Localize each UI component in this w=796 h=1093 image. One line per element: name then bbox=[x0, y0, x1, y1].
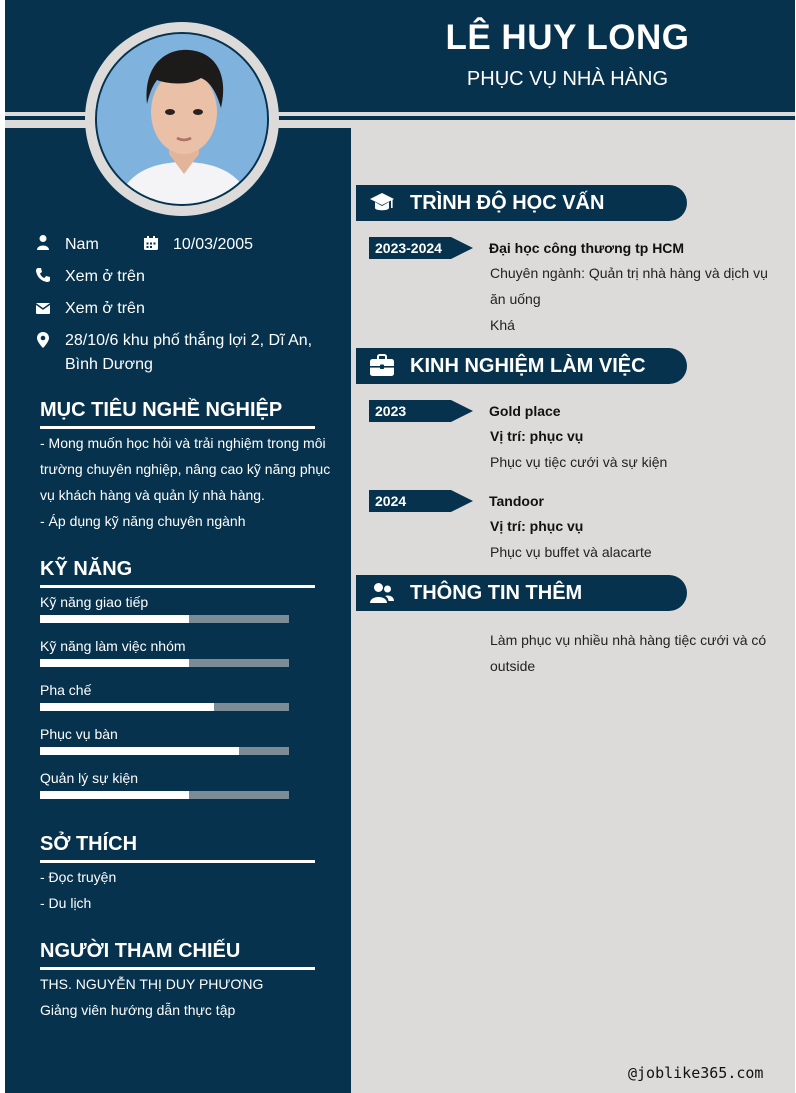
additional-text bbox=[490, 627, 780, 679]
skill-fill bbox=[40, 659, 189, 667]
education-major: Chuyên ngành: Quản trị nhà hàng và dịch vụ bbox=[490, 265, 768, 281]
briefcase-icon bbox=[369, 353, 395, 379]
skill-fill bbox=[40, 747, 239, 755]
education-header bbox=[356, 185, 687, 221]
experience-header bbox=[356, 348, 687, 384]
experience-title: KINH NGHIỆM LÀM VIỆC bbox=[410, 355, 646, 377]
skill-label: Kỹ năng làm việc nhóm bbox=[40, 638, 186, 654]
skill-label: Quản lý sự kiện bbox=[40, 770, 139, 786]
year-arrow bbox=[451, 237, 473, 259]
birthdate-value: 10/03/2005 bbox=[173, 236, 254, 253]
skill-bar bbox=[40, 747, 289, 755]
objective-text bbox=[40, 430, 335, 534]
hobby-item: - Đọc truyện bbox=[40, 869, 117, 885]
education-year: 2023-2024 bbox=[369, 237, 451, 259]
objective-rule bbox=[40, 426, 315, 429]
job-description: Phục vụ buffet và alacarte bbox=[490, 544, 652, 560]
skill-label: Pha chế bbox=[40, 682, 92, 698]
phone-value: Xem ở trên bbox=[65, 268, 145, 285]
avatar bbox=[95, 32, 269, 206]
job-company: Gold place bbox=[489, 403, 561, 419]
skill-label: Phục vụ bàn bbox=[40, 726, 118, 742]
education-major-cont: ăn uống bbox=[490, 291, 541, 307]
additional-title: THÔNG TIN THÊM bbox=[410, 582, 583, 604]
phone-icon bbox=[35, 267, 51, 283]
candidate-role: PHỤC VỤ NHÀ HÀNG bbox=[466, 68, 669, 90]
hobbies-list bbox=[40, 864, 335, 916]
skill-fill bbox=[40, 703, 214, 711]
additional-line: Làm phục vụ nhiều nhà hàng tiệc cưới và có bbox=[490, 632, 767, 648]
hobbies-rule bbox=[40, 860, 315, 863]
hobby-item: - Du lịch bbox=[40, 895, 92, 911]
users-icon bbox=[369, 580, 395, 606]
portrait-photo bbox=[97, 34, 269, 206]
watermark: @joblike365.com bbox=[628, 1064, 764, 1082]
email-value: Xem ở trên bbox=[65, 300, 145, 317]
job-position: Vị trí: phục vụ bbox=[490, 518, 584, 534]
skill-label: Kỹ năng giao tiếp bbox=[40, 594, 149, 610]
reference-name: THS. NGUYỄN THỊ DUY PHƯƠNG bbox=[40, 976, 264, 992]
education-title: TRÌNH ĐỘ HỌC VẤN bbox=[410, 192, 605, 214]
skill-bar bbox=[40, 659, 289, 667]
skill-bar bbox=[40, 791, 289, 799]
additional-header bbox=[356, 575, 687, 611]
calendar-icon bbox=[143, 235, 159, 251]
reference-rule bbox=[40, 967, 315, 970]
user-icon bbox=[35, 234, 51, 250]
gender-value: Nam bbox=[65, 236, 99, 253]
reference-position: Giảng viên hướng dẫn thực tập bbox=[40, 1002, 236, 1018]
cv-page bbox=[5, 0, 795, 1093]
hobbies-heading: SỞ THÍCH bbox=[40, 833, 138, 855]
job-company: Tandoor bbox=[489, 493, 544, 509]
year-arrow bbox=[451, 490, 473, 512]
year-arrow bbox=[451, 400, 473, 422]
graduation-cap-icon bbox=[369, 190, 395, 216]
skill-bar bbox=[40, 703, 289, 711]
job-year: 2023 bbox=[369, 400, 451, 422]
job-position: Vị trí: phục vụ bbox=[490, 428, 584, 444]
address-line-1: 28/10/6 khu phố thắng lợi 2, Dĩ An, bbox=[65, 332, 313, 349]
skill-bar bbox=[40, 615, 289, 623]
skills-heading: KỸ NĂNG bbox=[40, 558, 133, 580]
address-line-2: Bình Dương bbox=[65, 356, 153, 373]
skills-rule bbox=[40, 585, 315, 588]
sidebar bbox=[5, 128, 351, 1093]
reference-heading: NGƯỜI THAM CHIẾU bbox=[40, 940, 241, 962]
objective-line: trường chuyên nghiệp, nâng cao kỹ năng phục bbox=[40, 461, 331, 477]
job-year: 2024 bbox=[369, 490, 451, 512]
map-pin-icon bbox=[35, 332, 51, 348]
additional-line: outside bbox=[490, 658, 536, 674]
objective-heading: MỤC TIÊU NGHỀ NGHIỆP bbox=[40, 399, 283, 421]
candidate-name: LÊ HUY LONG bbox=[445, 18, 690, 57]
objective-line: vụ khách hàng và quản lý nhà hàng. bbox=[40, 487, 265, 503]
skill-fill bbox=[40, 791, 189, 799]
objective-line: - Áp dụng kỹ năng chuyên ngành bbox=[40, 513, 246, 529]
job-description: Phục vụ tiệc cưới và sự kiện bbox=[490, 454, 668, 470]
reference-block bbox=[40, 971, 335, 1023]
envelope-icon bbox=[35, 300, 51, 316]
education-grade: Khá bbox=[490, 317, 515, 333]
education-school: Đại học công thương tp HCM bbox=[489, 240, 685, 256]
skill-fill bbox=[40, 615, 189, 623]
objective-line: - Mong muốn học hỏi và trải nghiệm trong môi bbox=[40, 435, 326, 451]
education-details bbox=[490, 260, 780, 338]
